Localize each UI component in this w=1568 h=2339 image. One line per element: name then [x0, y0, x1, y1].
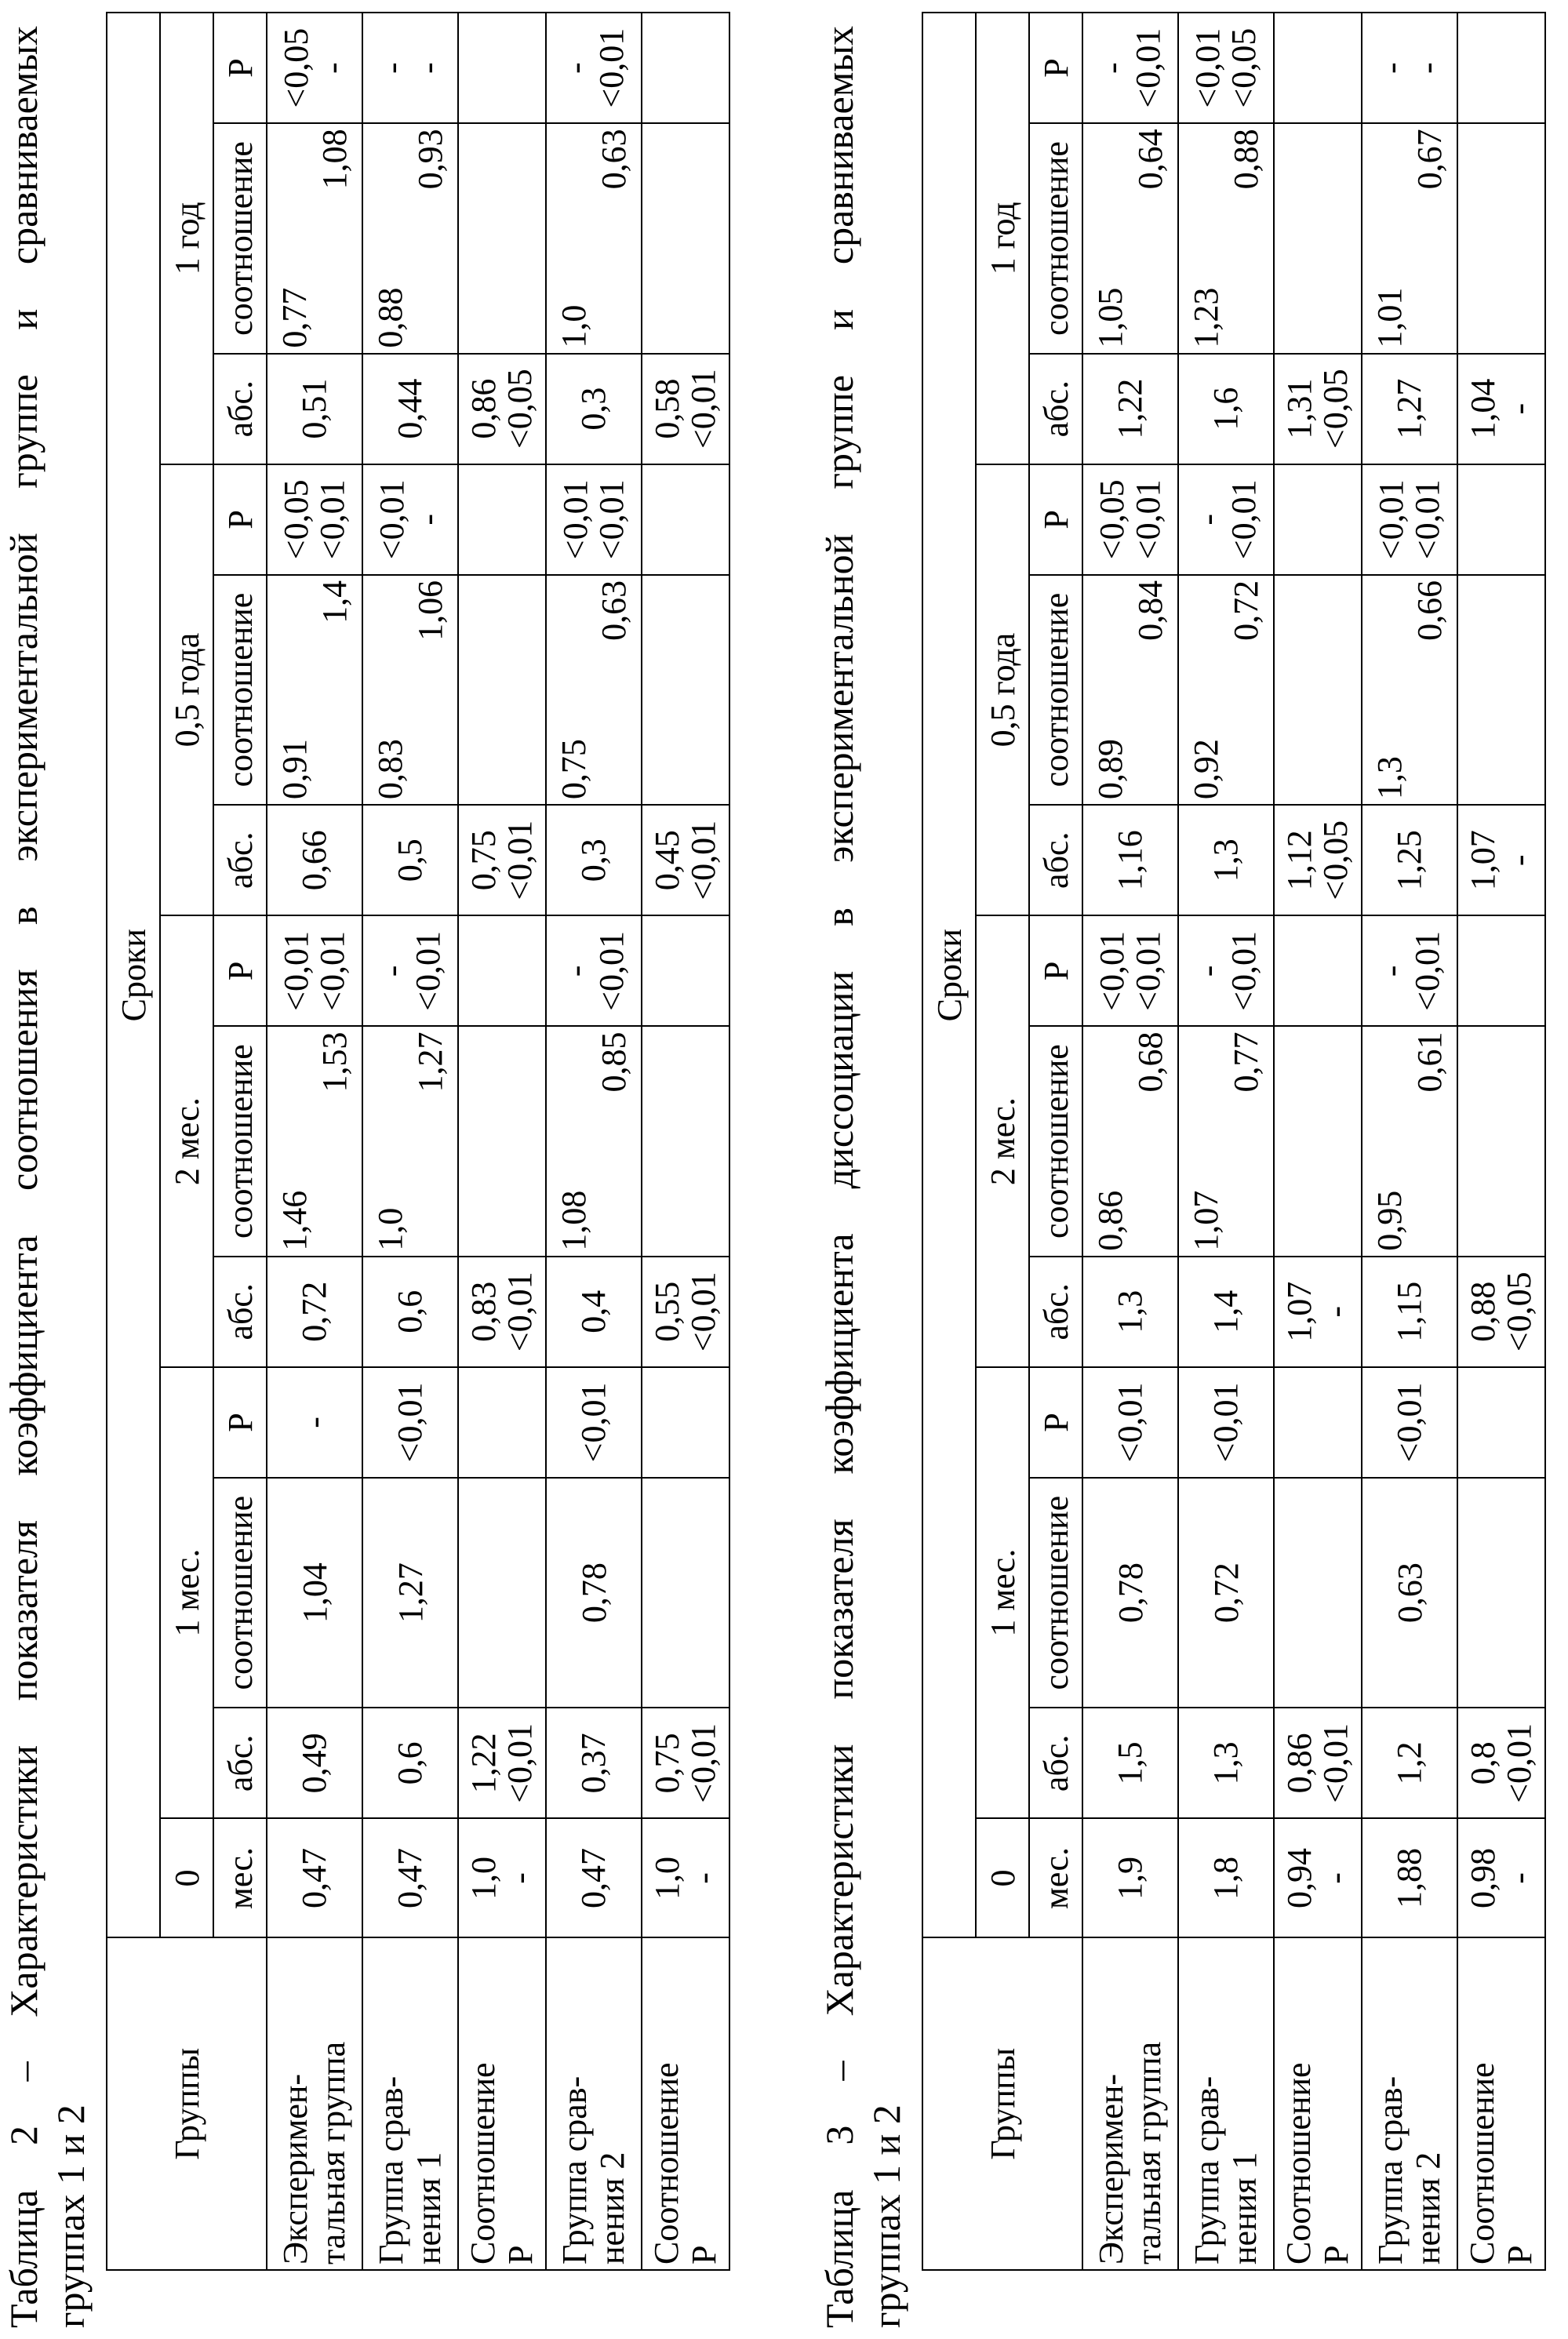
table2-header-ratio: соотношение	[213, 123, 267, 353]
table2-header-period: 1 мес.	[160, 1367, 213, 1819]
table2-header-zero: 0	[160, 1818, 213, 1937]
table3-cell-empty	[1457, 123, 1545, 353]
table2-header-ratio: соотношение	[213, 1026, 267, 1256]
table3-row-group: Соотношение Р	[1274, 1937, 1362, 2270]
table2-ratio-top: 1,0	[371, 1207, 409, 1251]
table3-table-row	[1274, 13, 1362, 2270]
table2-header-abs: абс.	[213, 1257, 267, 1367]
table2-cell-ratio	[267, 123, 362, 353]
table2	[106, 12, 730, 2271]
table3-cell-abs: 1,15	[1362, 1257, 1457, 1367]
table2-header-period: 1 год	[160, 13, 213, 464]
table3-cell-p: <0,01	[1362, 1367, 1457, 1478]
table3-cell-abs: 1,3	[1082, 1257, 1178, 1367]
table2-cell-abs: 0,6	[362, 1257, 458, 1367]
table2-ratio-value: 0,78	[574, 1562, 613, 1624]
table3-header-zero: 0	[976, 1818, 1029, 1937]
table3-header-groups: Группы	[922, 1937, 1082, 2270]
table3-caption-line2: группах 1 и 2	[864, 2104, 908, 2328]
table3-cell-p: - -	[1362, 13, 1457, 123]
table3-cell-p: <0,01	[1082, 1367, 1178, 1478]
table3-row-group: Эксперимен- тальная группа	[1082, 1937, 1178, 2270]
table2-ratio-top: 1,46	[275, 1190, 314, 1251]
table3-cell-empty	[1457, 915, 1545, 1026]
table2-cell-ratio	[362, 123, 458, 353]
table2-header-ratio: соотношение	[213, 575, 267, 805]
table2-cell-abs: 0,6	[362, 1708, 458, 1818]
table2-cell-p: -	[267, 1367, 362, 1478]
table2-cell-ratio	[546, 123, 642, 353]
table3-ratio-value: 0,72	[1206, 1562, 1246, 1624]
table3-cell-empty	[1457, 575, 1545, 805]
table2-row-zero: 0,47	[267, 1818, 362, 1937]
table3-cell-p: - <0,01	[1082, 13, 1178, 123]
table2-ratio-value: 1,04	[295, 1562, 334, 1624]
table2-cell-ratio	[267, 575, 362, 805]
table2-cell-abs: 0,37	[546, 1708, 642, 1818]
table3-cell-empty	[1274, 575, 1362, 805]
table3-header-period: 0,5 года	[976, 464, 1029, 916]
table2-cell-empty	[642, 464, 729, 575]
table3-cell-abs: 1,6	[1178, 354, 1274, 464]
table3-cell-ratio	[1362, 575, 1457, 805]
table3-header-p: Р	[1029, 1367, 1082, 1478]
table3-cell-empty	[1457, 1367, 1545, 1478]
table2-cell-p: <0,05 <0,01	[267, 464, 362, 575]
table3-table-row	[1178, 13, 1274, 2270]
table3-ratio-bottom: 0,88	[1227, 129, 1265, 190]
table3-table-row	[1362, 13, 1457, 2270]
table3-cell-ratio	[1178, 575, 1274, 805]
table3-cell-p: - <0,01	[1178, 915, 1274, 1026]
table2-table-row	[642, 13, 729, 2270]
table3-cell-abs: 0,8 <0,01	[1457, 1708, 1545, 1818]
table3-table-row	[1082, 13, 1178, 2270]
table2-section	[0, 14, 730, 2328]
table2-cell-empty	[642, 1367, 729, 1478]
table2-header-p: Р	[213, 1367, 267, 1478]
table3-row-group: Соотношение Р	[1457, 1937, 1545, 2270]
table3-header-abs: абс.	[1029, 1257, 1082, 1367]
table2-cell-abs: 0,58 <0,01	[642, 354, 729, 464]
table2-cell-ratio	[362, 1026, 458, 1256]
table3-ratio-bottom: 0,67	[1410, 129, 1449, 190]
table3-cell-abs: 1,4	[1178, 1257, 1274, 1367]
table2-cell-empty	[642, 123, 729, 353]
table3-header-period: 1 год	[976, 13, 1029, 464]
table3-header-zero-unit: мес.	[1029, 1818, 1082, 1937]
table3-cell-abs: 1,22	[1082, 354, 1178, 464]
table2-table-row	[546, 13, 642, 2270]
table3-table-row	[1457, 13, 1545, 2270]
table2-cell-empty	[458, 1367, 546, 1478]
table2-header-p: Р	[213, 13, 267, 123]
table3-cell-abs: 1,3	[1178, 805, 1274, 915]
table2-caption	[0, 26, 94, 2328]
table3-header-ratio: соотношение	[1029, 1026, 1082, 1256]
table3-cell-ratio	[1082, 123, 1178, 353]
table2-cell-ratio	[362, 575, 458, 805]
table2-cell-p: <0,01	[362, 1367, 458, 1478]
table3-ratio-top: 1,23	[1187, 287, 1225, 348]
table3-header-period: 1 мес.	[976, 1367, 1029, 1819]
table3-header-ratio: соотношение	[1029, 123, 1082, 353]
table3-cell-ratio	[1362, 1478, 1457, 1708]
table3-ratio-bottom: 0,77	[1227, 1031, 1265, 1093]
table2-cell-p: - -	[362, 13, 458, 123]
table2-cell-p: <0,01 <0,01	[546, 464, 642, 575]
table3-header-p: Р	[1029, 13, 1082, 123]
table2-cell-empty	[458, 1478, 546, 1708]
table2-ratio-bottom: 1,4	[315, 580, 354, 624]
table2-cell-p: - <0,01	[546, 13, 642, 123]
table2-table-row	[267, 13, 362, 2270]
table3-ratio-top: 0,95	[1370, 1190, 1409, 1251]
table2-row-group: Соотношение Р	[642, 1937, 729, 2270]
table2-cell-ratio	[362, 1478, 458, 1708]
table3-cell-empty	[1274, 915, 1362, 1026]
table3-cell-empty	[1457, 464, 1545, 575]
table2-cell-abs: 1,22 <0,01	[458, 1708, 546, 1818]
table2-cell-empty	[642, 575, 729, 805]
table3-ratio-value: 0,63	[1390, 1562, 1429, 1624]
table3-section	[816, 14, 1546, 2328]
table2-row-group: Группа срав- нения 2	[546, 1937, 642, 2270]
table3-cell-empty	[1457, 1478, 1545, 1708]
table2-header-p: Р	[213, 464, 267, 575]
table3-cell-empty	[1274, 1367, 1362, 1478]
table2-cell-p: <0,01 <0,01	[267, 915, 362, 1026]
table3-cell-abs: 1,16	[1082, 805, 1178, 915]
table2-ratio-top: 0,75	[555, 739, 593, 800]
table3-cell-abs: 1,04 -	[1457, 354, 1545, 464]
table2-cell-abs: 0,51	[267, 354, 362, 464]
table3-cell-ratio	[1178, 1026, 1274, 1256]
table2-cell-empty	[458, 13, 546, 123]
table3-row-zero: 1,88	[1362, 1818, 1457, 1937]
table2-cell-p: <0,01 -	[362, 464, 458, 575]
table2-ratio-bottom: 0,93	[411, 129, 449, 190]
table3-header-period: 2 мес.	[976, 915, 1029, 1367]
table2-cell-abs: 0,45 <0,01	[642, 805, 729, 915]
table3-ratio-value: 0,78	[1111, 1562, 1150, 1624]
table3-cell-empty	[1274, 1026, 1362, 1256]
table2-ratio-bottom: 0,63	[595, 129, 633, 190]
table3-ratio-top: 0,92	[1187, 739, 1225, 800]
table3-row-zero: 1,8	[1178, 1818, 1274, 1937]
table3-header-p: Р	[1029, 915, 1082, 1026]
table3-cell-abs: 1,07 -	[1457, 805, 1545, 915]
table3-cell-p: - <0,01	[1362, 915, 1457, 1026]
table3-cell-p: <0,05 <0,01	[1082, 464, 1178, 575]
table2-cell-abs: 0,4	[546, 1257, 642, 1367]
table2-cell-abs: 0,55 <0,01	[642, 1257, 729, 1367]
table2-ratio-top: 1,0	[555, 304, 593, 348]
table2-cell-abs: 0,44	[362, 354, 458, 464]
table2-cell-empty	[458, 1026, 546, 1256]
table3-ratio-bottom: 0,61	[1410, 1031, 1449, 1093]
table2-cell-abs: 0,49	[267, 1708, 362, 1818]
table3-cell-p: <0,01 <0,05	[1178, 13, 1274, 123]
table3-cell-ratio	[1082, 1478, 1178, 1708]
table3-cell-ratio	[1082, 1026, 1178, 1256]
table2-cell-p: <0,01	[546, 1367, 642, 1478]
table3-header-p: Р	[1029, 464, 1082, 575]
table3-cell-empty	[1457, 13, 1545, 123]
table2-ratio-top: 1,08	[555, 1190, 593, 1251]
table2-row-zero: 0,47	[546, 1818, 642, 1937]
table2-row-group: Группа срав- нения 1	[362, 1937, 458, 2270]
table3-cell-ratio	[1362, 1026, 1457, 1256]
table2-cell-p: <0,05 -	[267, 13, 362, 123]
table3-cell-empty	[1274, 1478, 1362, 1708]
table2-cell-ratio	[267, 1026, 362, 1256]
table3-row-group: Группа срав- нения 2	[1362, 1937, 1457, 2270]
table2-cell-empty	[458, 915, 546, 1026]
table2-cell-p: - <0,01	[362, 915, 458, 1026]
table2-cell-p: - <0,01	[546, 915, 642, 1026]
table3-row-group: Группа срав- нения 1	[1178, 1937, 1274, 2270]
table3-cell-abs: 1,25	[1362, 805, 1457, 915]
table3-cell-abs: 1,12 <0,05	[1274, 805, 1362, 915]
table2-ratio-bottom: 1,53	[315, 1031, 354, 1093]
table3-cell-abs: 1,2	[1362, 1708, 1457, 1818]
table2-cell-abs: 0,72	[267, 1257, 362, 1367]
table2-header-groups: Группы	[107, 1937, 267, 2270]
table2-cell-abs: 0,3	[546, 354, 642, 464]
table2-cell-ratio	[546, 1478, 642, 1708]
table2-row-zero: 1,0 -	[458, 1818, 546, 1937]
table2-cell-empty	[642, 1478, 729, 1708]
table3-header-abs: абс.	[1029, 805, 1082, 915]
table3-ratio-bottom: 0,72	[1227, 580, 1265, 641]
table3-cell-ratio	[1178, 123, 1274, 353]
table2-cell-abs: 0,3	[546, 805, 642, 915]
table2-ratio-bottom: 1,08	[315, 129, 354, 190]
table3-cell-p: <0,01 <0,01	[1082, 915, 1178, 1026]
table2-table-row	[362, 13, 458, 2270]
table2-header-zero-unit: мес.	[213, 1818, 267, 1937]
table3-ratio-top: 1,01	[1370, 287, 1409, 348]
table2-table-row	[458, 13, 546, 2270]
table2-header-terms: Сроки	[107, 13, 160, 1937]
table2-ratio-top: 0,77	[275, 287, 314, 348]
table3-cell-abs: 1,31 <0,05	[1274, 354, 1362, 464]
table2-header-period: 0,5 года	[160, 464, 213, 916]
table3	[922, 12, 1546, 2271]
table2-row-group: Соотношение Р	[458, 1937, 546, 2270]
table3-ratio-top: 1,07	[1187, 1190, 1225, 1251]
table3-ratio-top: 1,05	[1091, 287, 1130, 348]
table2-cell-abs: 0,83 <0,01	[458, 1257, 546, 1367]
table3-cell-abs: 0,88 <0,05	[1457, 1257, 1545, 1367]
table2-ratio-top: 0,91	[275, 739, 314, 800]
table2-ratio-top: 0,88	[371, 287, 409, 348]
table3-caption-line1: Таблица 3 – Характеристики показателя коэффициента диссоциации в экспериментальной группе и сравниваемых	[817, 26, 861, 2328]
table3-cell-p: <0,01	[1178, 1367, 1274, 1478]
table3-ratio-top: 0,89	[1091, 739, 1130, 800]
table3-ratio-bottom: 0,64	[1131, 129, 1170, 190]
table3-row-zero: 0,94 -	[1274, 1818, 1362, 1937]
table3-row-zero: 1,9	[1082, 1818, 1178, 1937]
table2-cell-empty	[642, 13, 729, 123]
table3-header-abs: абс.	[1029, 354, 1082, 464]
table3-header-terms: Сроки	[922, 13, 976, 1937]
table2-header-p: Р	[213, 915, 267, 1026]
table2-row-zero: 0,47	[362, 1818, 458, 1937]
table3-cell-ratio	[1178, 1478, 1274, 1708]
table3-cell-abs: 1,27	[1362, 354, 1457, 464]
table3-ratio-top: 1,3	[1370, 756, 1409, 800]
table3-cell-abs: 1,3	[1178, 1708, 1274, 1818]
table3-cell-abs: 1,07 -	[1274, 1257, 1362, 1367]
table3-header-abs: абс.	[1029, 1708, 1082, 1818]
table2-header-abs: абс.	[213, 354, 267, 464]
table3-ratio-bottom: 0,84	[1131, 580, 1170, 641]
table2-cell-empty	[458, 575, 546, 805]
table2-caption-line1: Таблица 2 – Характеристики показателя коэффициента соотношения в экспериментальной группе и сравниваемых	[2, 26, 45, 2328]
table2-cell-abs: 0,86 <0,05	[458, 354, 546, 464]
table2-cell-ratio	[546, 575, 642, 805]
table3-header-ratio: соотношение	[1029, 575, 1082, 805]
table2-cell-empty	[458, 464, 546, 575]
table3-cell-abs: 0,86 <0,01	[1274, 1708, 1362, 1818]
table2-row-group: Эксперимен- тальная группа	[267, 1937, 362, 2270]
table2-cell-ratio	[546, 1026, 642, 1256]
table2-cell-abs: 0,75 <0,01	[458, 805, 546, 915]
table2-cell-abs: 0,66	[267, 805, 362, 915]
table3-cell-ratio	[1082, 575, 1178, 805]
table2-cell-empty	[458, 123, 546, 353]
table3-cell-empty	[1274, 123, 1362, 353]
table2-row-zero: 1,0 -	[642, 1818, 729, 1937]
table3-cell-p: - <0,01	[1178, 464, 1274, 575]
table2-ratio-value: 1,27	[391, 1562, 430, 1624]
table2-header-abs: абс.	[213, 1708, 267, 1818]
table2-ratio-bottom: 1,27	[411, 1031, 449, 1093]
table3-row-zero: 0,98 -	[1457, 1818, 1545, 1937]
table2-header-abs: абс.	[213, 805, 267, 915]
table2-cell-empty	[642, 1026, 729, 1256]
table2-ratio-bottom: 1,06	[411, 580, 449, 641]
table3-cell-empty	[1274, 13, 1362, 123]
table3-cell-p: <0,01 <0,01	[1362, 464, 1457, 575]
table2-caption-line2: группах 1 и 2	[49, 2104, 93, 2328]
table2-ratio-bottom: 0,85	[595, 1031, 633, 1093]
table3-cell-empty	[1274, 464, 1362, 575]
table2-ratio-top: 0,83	[371, 739, 409, 800]
table3-ratio-bottom: 0,68	[1131, 1031, 1170, 1093]
table2-cell-abs: 0,5	[362, 805, 458, 915]
table3-cell-ratio	[1362, 123, 1457, 353]
table2-ratio-bottom: 0,63	[595, 580, 633, 641]
table3-ratio-top: 0,86	[1091, 1190, 1130, 1251]
table2-cell-ratio	[267, 1478, 362, 1708]
table2-header-ratio: соотношение	[213, 1478, 267, 1708]
table3-cell-empty	[1457, 1026, 1545, 1256]
table2-cell-empty	[642, 915, 729, 1026]
table3-cell-abs: 1,5	[1082, 1708, 1178, 1818]
table2-header-period: 2 мес.	[160, 915, 213, 1367]
table3-header-ratio: соотношение	[1029, 1478, 1082, 1708]
table3-caption	[816, 26, 910, 2328]
table3-ratio-bottom: 0,66	[1410, 580, 1449, 641]
table2-cell-abs: 0,75 <0,01	[642, 1708, 729, 1818]
